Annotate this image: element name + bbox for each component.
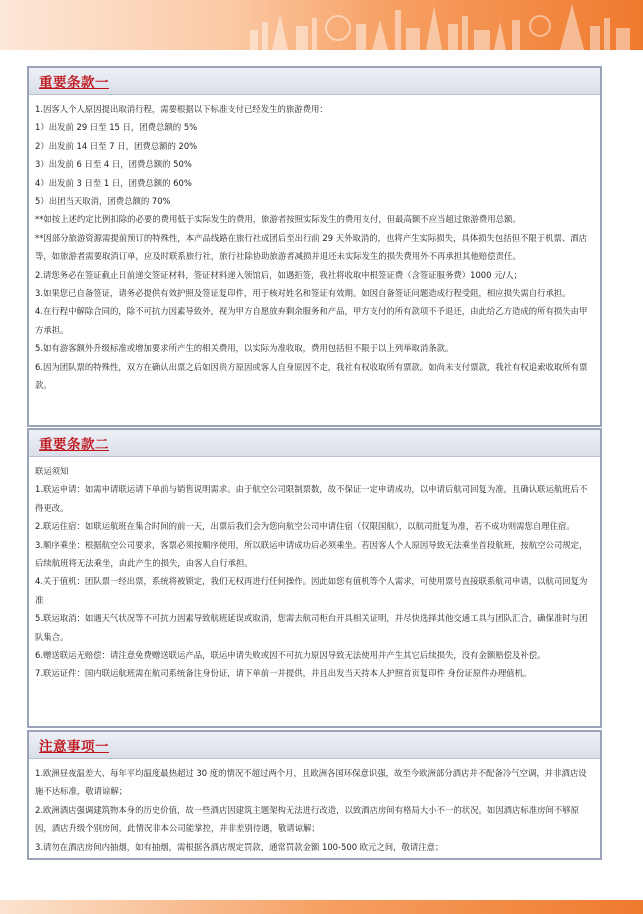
- terms-text-line: 3.如果您已自备签证，请务必提供有效护照及签证复印件，用于核对姓名和签证有效期。如因自备签证问题造成行程受阻，相应损失需自行承担。: [35, 288, 571, 299]
- notes-text-line: 3.请勿在酒店房间内抽烟，如有抽烟，需根据各酒店规定罚款，通常罚款金额 100-500 欧元之间，敬请注意；: [35, 841, 444, 852]
- terms-text-line: 3.顺序乘坐：根据航空公司要求，客票必须按顺序使用，所以联运申请成功后必须乘坐。若因客人个人原因导致无法乘坐首段航班，按航空公司规定，后续航班将无法乘坐，由此产生的损失，由客人自行承担。: [35, 539, 588, 569]
- terms-text-line: **如按上述约定比例扣除的必要的费用低于实际发生的费用，旅游者按照实际发生的费用支付，但最高额不应当超过旅游费用总额。: [35, 214, 521, 225]
- notes-one-section: [27, 730, 602, 860]
- terms-text-line: 4.在行程中解除合同的，除不可抗力因素导致外，视为甲方自愿放弃剩余服务和产品，甲方支付的所有款项不予退还，由此给乙方造成的所有损失由甲方承担。: [35, 306, 588, 335]
- terms-text-line: 5.联运取消：如遇天气状况等不可抗力因素导致航班延误或取消，您需去航司柜台开具相关证明，并尽快选择其他交通工具与团队汇合，确保准时与团队集合。: [35, 613, 588, 642]
- section-header: [29, 732, 600, 759]
- terms-text-line: 1）出发前 29 日至 15 日，团费总额的 5%: [35, 122, 198, 133]
- important-terms-one-section: [27, 66, 602, 427]
- notes-text-line: 1.欧洲昼夜温差大、每年平均温度最热超过 30 度的情况不超过两个月，且欧洲各国环保意识强，故至今欧洲部分酒店并不配备冷气空调，并非酒店设施不达标准，敬请谅解；: [35, 768, 587, 797]
- terms-text-line: 3）出发前 6 日至 4 日，团费总额的 50%: [35, 159, 192, 170]
- section-header: [29, 68, 600, 95]
- terms-text-line: 6.赠送联运无赔偿：请注意免费赠送联运产品，联运申请失败或因不可抗力原因导致无法使用并产生其它后续损失，没有金额赔偿及补偿。: [35, 650, 546, 661]
- section-title: 重要条款二: [39, 437, 109, 453]
- terms-text-line: **因部分旅游资源需提前预订的特殊性，本产品线路在旅行社成团后至出行前 29 天外取消的，也将产生实际损失，具体损失包括但不限于机票、酒店等，如旅游者需要取消订单，应及时联系旅行社，旅行社除协助旅游者减损并退还未实际发生的损失费用外不再承担其他赔偿责任。: [35, 232, 587, 262]
- section-header: [29, 430, 600, 457]
- important-terms-two-section: [27, 428, 602, 728]
- terms-text-line: 1.联运申请：如需申请联运请下单前与销售说明需求。由于航空公司限制票数，故不保证一定申请成功，以申请后航司回复为准，且确认联运航班后不得更改。: [35, 484, 588, 513]
- terms-text-line: 2）出发前 14 日至 7 日，团费总额的 20%: [35, 140, 198, 151]
- footer-banner: [0, 900, 643, 914]
- terms-text-line: 4.关于值机：团队票一经出票，系统将被锁定，我们无权再进行任何操作。因此如您有值机等个人需求，可使用票号直接联系航司申请，以航司回复为准: [35, 576, 588, 605]
- section-title: 注意事项一: [39, 739, 109, 755]
- city-skyline-decoration: [0, 0, 643, 50]
- terms-text-line: 联运须知: [35, 466, 69, 476]
- terms-text-line: 5.如有游客额外升级标准或增加要求所产生的相关费用，以实际为准收取，费用包括但不限于以上列举取消条款。: [35, 343, 454, 354]
- section-body: [29, 95, 600, 399]
- section-body: [29, 457, 600, 687]
- terms-text-line: 2.请您务必在签证截止日前递交签证材料，签证材料递入领馆后，如遇拒签，我社将收取申根签证费（含签证服务费）1000 元/人；: [35, 269, 523, 280]
- notes-text-line: 2.欧洲酒店强调建筑物本身的历史价值，故一些酒店因建筑主题架构无法进行改造，以致酒店房间有格局大小不一的状况。如因酒店标准房间不够原因，酒店升级个别房间，此情况非本公司能掌控，并非差别待遇，敬请谅解；: [35, 804, 579, 834]
- section-title: 重要条款一: [39, 75, 109, 91]
- terms-text-line: 4）出发前 3 日至 1 日，团费总额的 60%: [35, 177, 192, 188]
- terms-text-line: 1.因客人个人原因提出取消行程，需要根据以下标准支付已经发生的旅游费用：: [35, 104, 328, 114]
- terms-text-line: 2.联运住宿：如联运航班在集合时间的前一天，出票后我们会为您向航空公司申请住宿（仅限国航），以航司批复为准，若不成功则需您自理住宿。: [35, 521, 575, 532]
- terms-text-line: 7.联运证件：国内联运航班需在航司系统备注身份证，请下单前一并提供，并且出发当天持本人护照首页复印件 身份证原件办理值机。: [35, 668, 532, 679]
- terms-text-line: 5）出团当天取消，团费总额的 70%: [35, 196, 171, 207]
- terms-text-line: 6.因为团队票的特殊性，双方在确认出票之后如因贵方原因或客人自身原因不走，我社有权收取所有票款。如尚未支付票款，我社有权追索收取所有票款。: [35, 361, 588, 391]
- header-banner: [0, 0, 643, 50]
- section-body: [29, 759, 600, 860]
